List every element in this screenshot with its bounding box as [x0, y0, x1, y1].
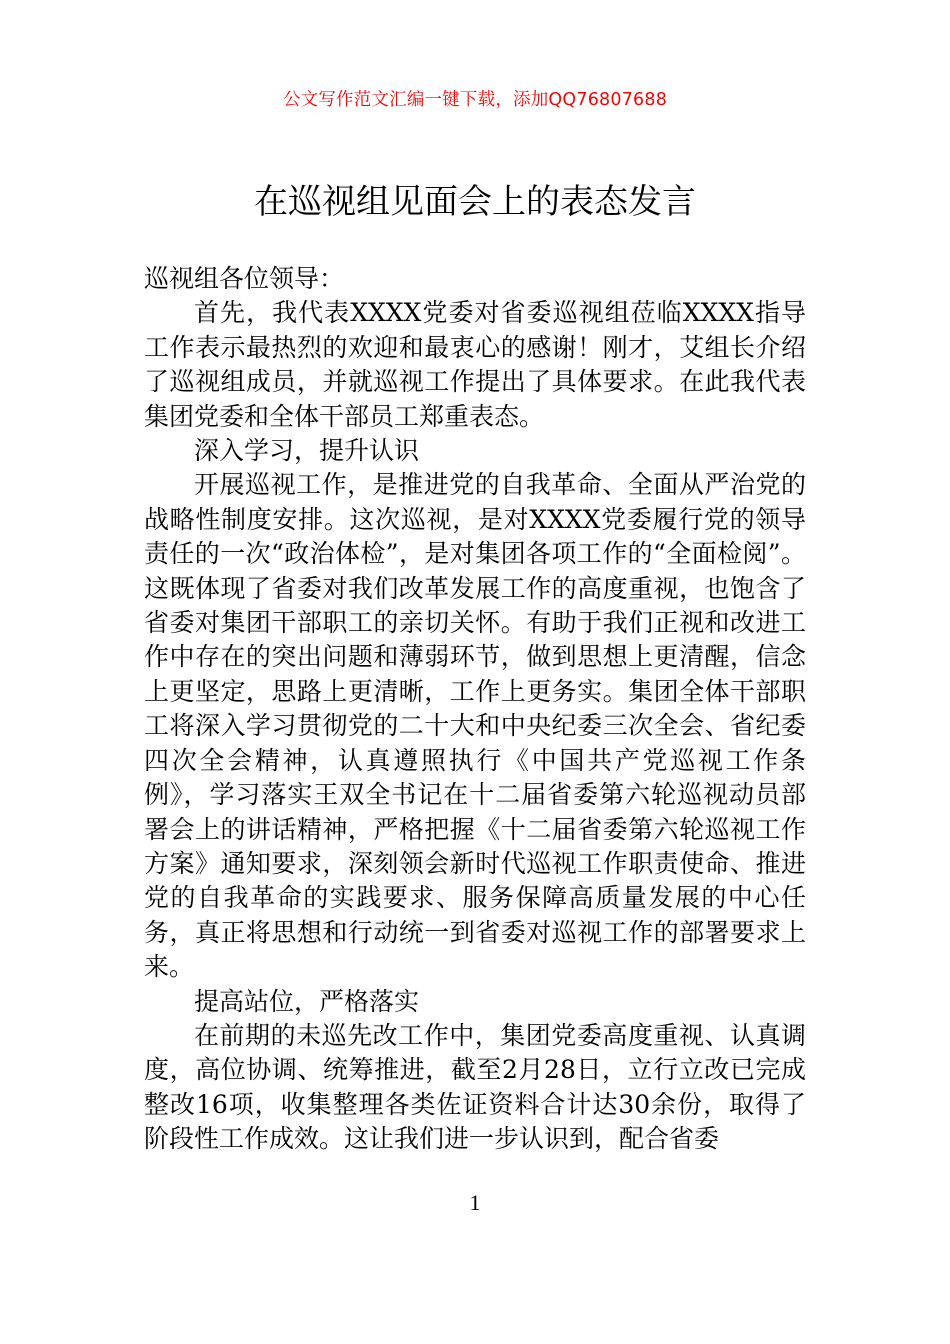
watermark-text: 公文写作范文汇编一键下载，添加QQ76807688 [282, 90, 668, 110]
paragraph-opening: 首先，我代表XXXX党委对省委巡视组莅临XXXX指导工作表示最热烈的欢迎和最衷心的感谢！刚才，艾组长介绍了巡视组成员，并就巡视工作提出了具体要求。在此我代表集团党委和全体干部员工郑重表态。 [144, 298, 806, 431]
document-body [144, 262, 806, 1157]
page-number: 1 [469, 1190, 481, 1215]
section-heading-2: 提高站位，严格落实 [194, 986, 420, 1016]
section-heading-1: 深入学习，提升认识 [194, 436, 420, 466]
document-title: 在巡视组见面会上的表态发言 [254, 182, 696, 222]
paragraph-section-1: 开展巡视工作，是推进党的自我革命、全面从严治党的战略性制度安排。这次巡视，是对XXXX党委履行党的领导责任的一次“政治体检”，是对集团各项工作的“全面检阅”。这既体现了省委对我们改革发展工作的高度重视，也饱含了省委对集团干部职工的亲切关怀。有助于我们正视和改进工作中存在的突出问题和薄弱环节，做到思想上更清醒，信念上更坚定，思路上更清晰，工作上更务实。集团全体干部职工将深入学习贯彻党的二十大和中央纪委三次全会、省纪委四次全会精神，认真遵照执行《中国共产党巡视工作条例》，学习落实王双全书记在十二届省委第六轮巡视动员部署会上的讲话精神，严格把握《十二届省委第六轮巡视工作方案》通知要求，深刻领会新时代巡视工作职责使命、推进党的自我革命的实践要求、服务保障高质量发展的中心任务，真正将思想和行动统一到省委对巡视工作的部署要求上来。 [144, 470, 806, 982]
paragraph-section-2: 在前期的未巡先改工作中，集团党委高度重视、认真调度，高位协调、统筹推进，截至2月28日，立行立改已完成整改16项，收集整理各类佐证资料合计达30余份，取得了阶段性工作成效。这让我们进一步认识到，配合省委 [144, 1020, 806, 1154]
salutation: 巡视组各位领导： [144, 264, 345, 293]
